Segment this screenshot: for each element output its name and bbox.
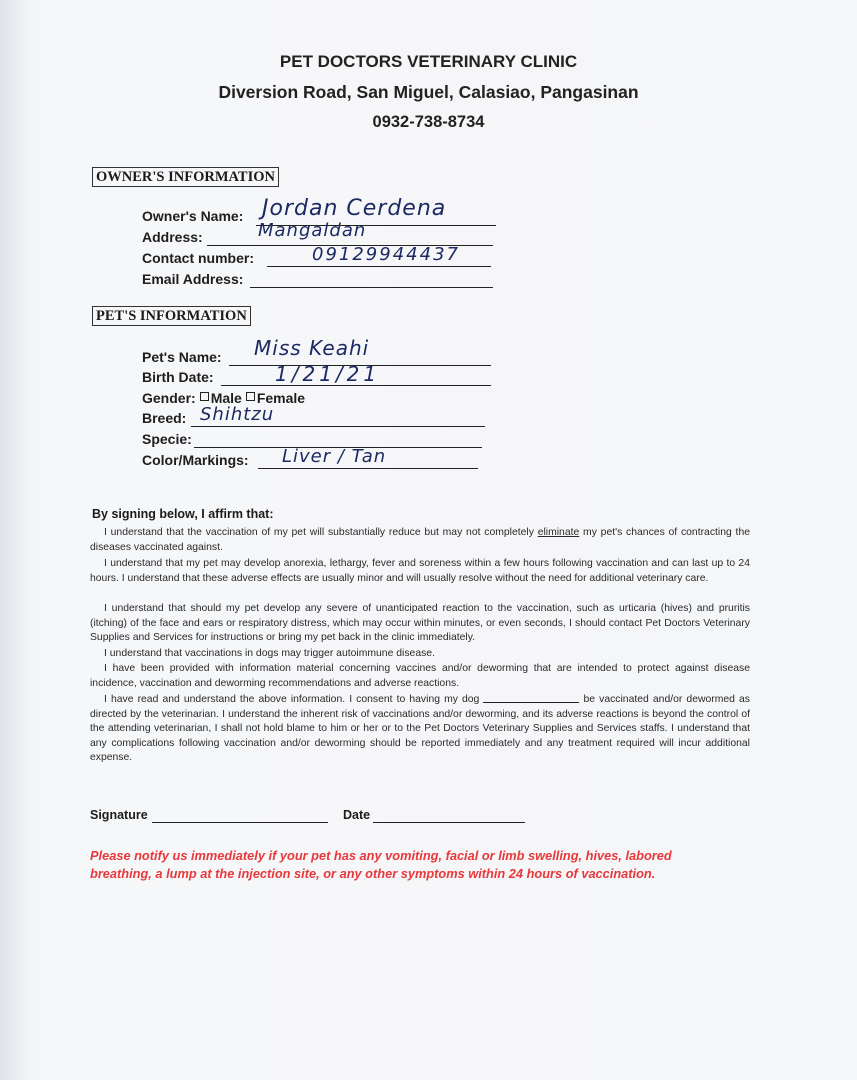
- clinic-name: PET DOCTORS VETERINARY CLINIC: [279, 52, 578, 71]
- affirmation-paragraph-3: I understand that should my pet develop any severe of unanticipated reaction to the vaccination, such as urticaria (hives) and pruritis (itching) of the face and ears or respiratory distress, which may occur within minutes, or even seconds, I should contact Pet Doctors Veterinary Supplies and Services for instructions or bring my pet back in the clinic immediately.: [90, 603, 750, 644]
- date-line[interactable]: [373, 822, 525, 823]
- email-address-label: Email Address:: [142, 271, 244, 287]
- gender-label: Gender:: [142, 390, 196, 406]
- affirmation-paragraph-5: I have been provided with information material concerning vaccines and/or deworming that are intended to protect against disease incidence, vaccination and deworming recommendations and adverse reactions.: [90, 663, 750, 689]
- affirmation-paragraph-6: I have read and understand the above information. I consent to having my dog be vaccinated and/or dewormed as directed by the veterinarian. I understand the inherent risk of vaccinations and/or deworming, and its adverse reactions is beyond the control of the attending veterinarian, I shall not hold blame to him or her or to the Pet Doctors Veterinary Supplies and Services staffs. I understand that any complications following vaccination and/or deworming should be reported immediately and any treatment required will incur additional expense.: [90, 694, 750, 764]
- affirmation-paragraph-4: I understand that vaccinations in dogs may trigger autoimmune disease.: [104, 648, 435, 659]
- contact-number-handwriting: 09129944437: [312, 244, 460, 265]
- address-label: Address:: [142, 229, 203, 245]
- breed-handwriting: Shihtzu: [200, 404, 275, 425]
- birth-date-handwriting: 1/21/21: [275, 362, 381, 386]
- affirmation-paragraph-1: I understand that the vaccination of my pet will substantially reduce but may not completely eliminate my pet's chances of contracting the diseases vaccinated against.: [90, 527, 751, 553]
- clinic-address: Diversion Road, San Miguel, Calasiao, Pangasinan: [218, 82, 639, 102]
- clinic-phone: 0932-738-8734: [372, 113, 485, 131]
- breed-line[interactable]: [191, 426, 485, 427]
- dog-name-blank[interactable]: [483, 692, 579, 703]
- male-checkbox[interactable]: [200, 392, 209, 401]
- date-label: Date: [343, 808, 371, 822]
- owner-name-handwriting: Jordan Cerdena: [262, 196, 447, 221]
- owner-name-label: Owner's Name:: [142, 208, 244, 224]
- color-markings-label: Color/Markings:: [142, 452, 249, 468]
- pet-name-handwriting: Miss Keahi: [254, 336, 370, 360]
- affirmation-title: By signing below, I affirm that:: [92, 507, 274, 521]
- notice-text: Please notify us immediately if your pet has any vomiting, facial or limb swelling, hives, labored breathing, a lump at the injection site, or any other symptoms within 24 hours of vaccination.: [90, 848, 672, 881]
- male-label: Male: [210, 390, 242, 406]
- pet-name-label: Pet's Name:: [142, 349, 222, 365]
- signature-label: Signature: [90, 808, 148, 822]
- color-markings-handwriting: Liver / Tan: [282, 446, 387, 467]
- owner-section-title: OWNER'S INFORMATION: [92, 167, 279, 187]
- breed-label: Breed:: [142, 410, 187, 426]
- contact-number-label: Contact number:: [142, 250, 254, 266]
- signature-line[interactable]: [152, 822, 328, 823]
- specie-label: Specie:: [142, 431, 192, 447]
- color-markings-line[interactable]: [258, 468, 478, 469]
- affirmation-paragraph-2: I understand that my pet may develop anorexia, lethargy, fever and soreness within a few hours following vaccination and can last up to 24 hours. I understand that these adverse effects are usually minor and will usually resolve without the need for additional veterinary care.: [90, 558, 750, 584]
- contact-number-line[interactable]: [267, 266, 491, 267]
- birth-date-label: Birth Date:: [142, 369, 214, 385]
- female-label: Female: [256, 390, 306, 406]
- pet-section-title: PET'S INFORMATION: [92, 306, 251, 326]
- female-checkbox[interactable]: [246, 392, 255, 401]
- address-handwriting: Mangaldan: [258, 220, 367, 241]
- email-address-line[interactable]: [250, 287, 493, 288]
